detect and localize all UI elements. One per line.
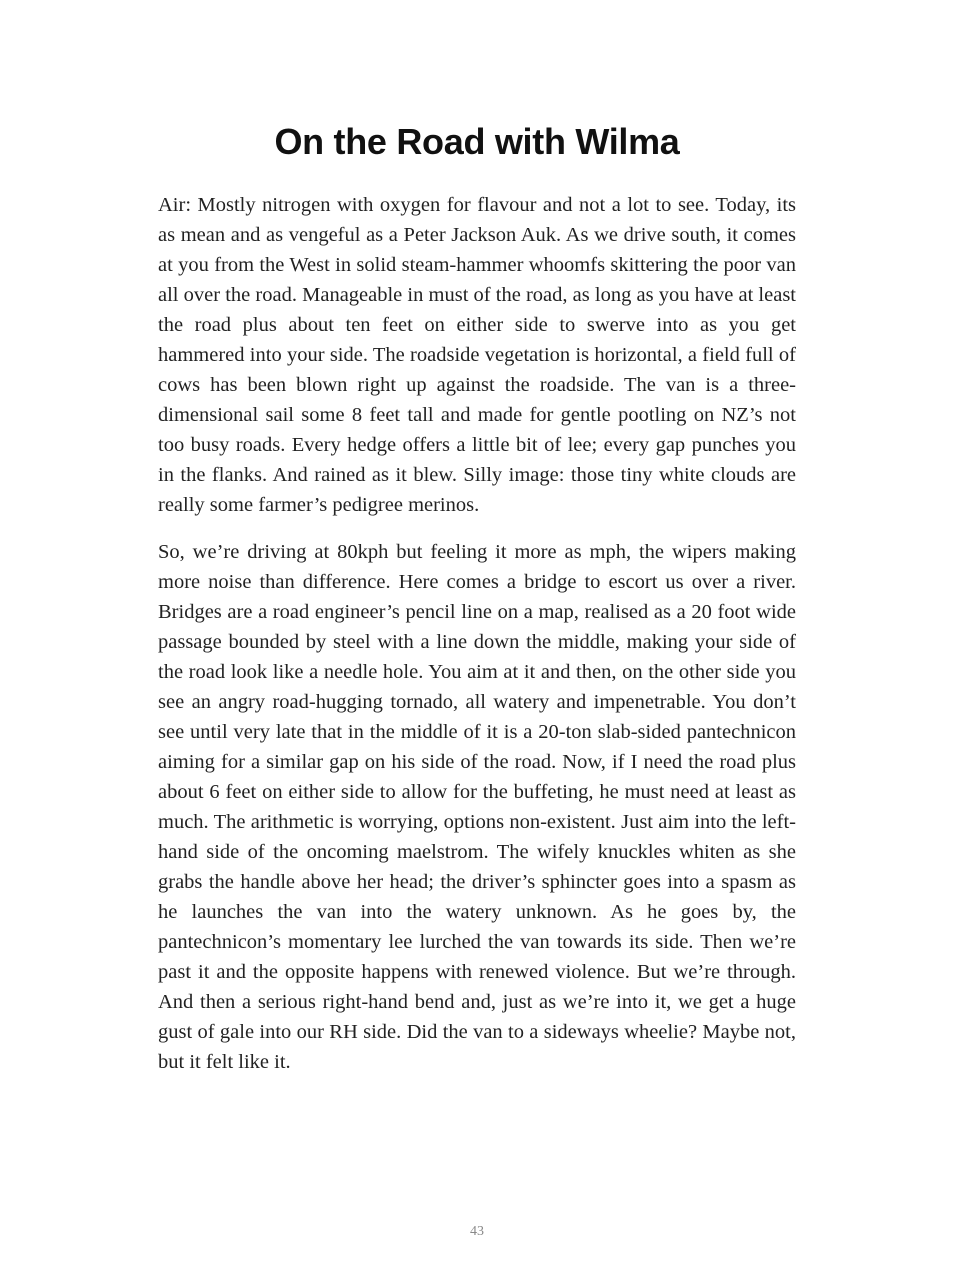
page-title: On the Road with Wilma [274, 121, 680, 162]
body-text [158, 190, 796, 1094]
paragraph-2: So, we’re driving at 80kph but feeling it more as mph, the wipers making more noise than difference. Here comes a bridge to escort us over a river. Bridges are a road engineer’s pencil line on a map, realised as a 20 foot wide passage bounded by steel with a line down the middle, making your side of the road look like a needle hole. You aim at it and then, on the other side you see an angry road-hugging tornado, all watery and impenetrable. You don’t see until very late that in the middle of it is a 20-ton slab-sided pantechnicon aiming for a similar gap on his side of the road. Now, if I need the road plus about 6 feet on either side to allow for the buffeting, he must need at least as much. The arithmetic is worrying, options non-existent. Just aim into the left-hand side of the oncoming maelstrom. The wifely knuckles whiten as she grabs the handle above her head; the driver’s sphincter goes into a spasm as he launches the van into the watery unknown. As he goes by, the pantechnicon’s momentary lee lurched the van towards its side. Then we’re past it and the opposite happens with renewed violence. But we’re through. And then a serious right-hand bend and, just as we’re into it, we get a huge gust of gale into our RH side. Did the van to a sideways wheelie? Maybe not, but it felt like it. [158, 541, 796, 1073]
page-number: 43 [470, 1224, 484, 1239]
paragraph-1: Air: Mostly nitrogen with oxygen for flavour and not a lot to see. Today, its as mean and as vengeful as a Peter Jackson Auk. As we drive south, it comes at you from the West in solid steam-hammer whoomfs skittering the poor van all over the road. Manageable in must of the road, as long as you have at least the road plus about ten feet on either side to swerve into as you get hammered into your side. The roadside vegetation is horizontal, a field full of cows has been blown right up against the roadside. The van is a three-dimensional sail some 8 feet tall and made for gentle pootling on NZ’s not too busy roads. Every hedge offers a little bit of lee; every gap punches you in the flanks. And rained as it blew. Silly image: those tiny white clouds are really some farmer’s pedigree merinos. [158, 194, 796, 516]
